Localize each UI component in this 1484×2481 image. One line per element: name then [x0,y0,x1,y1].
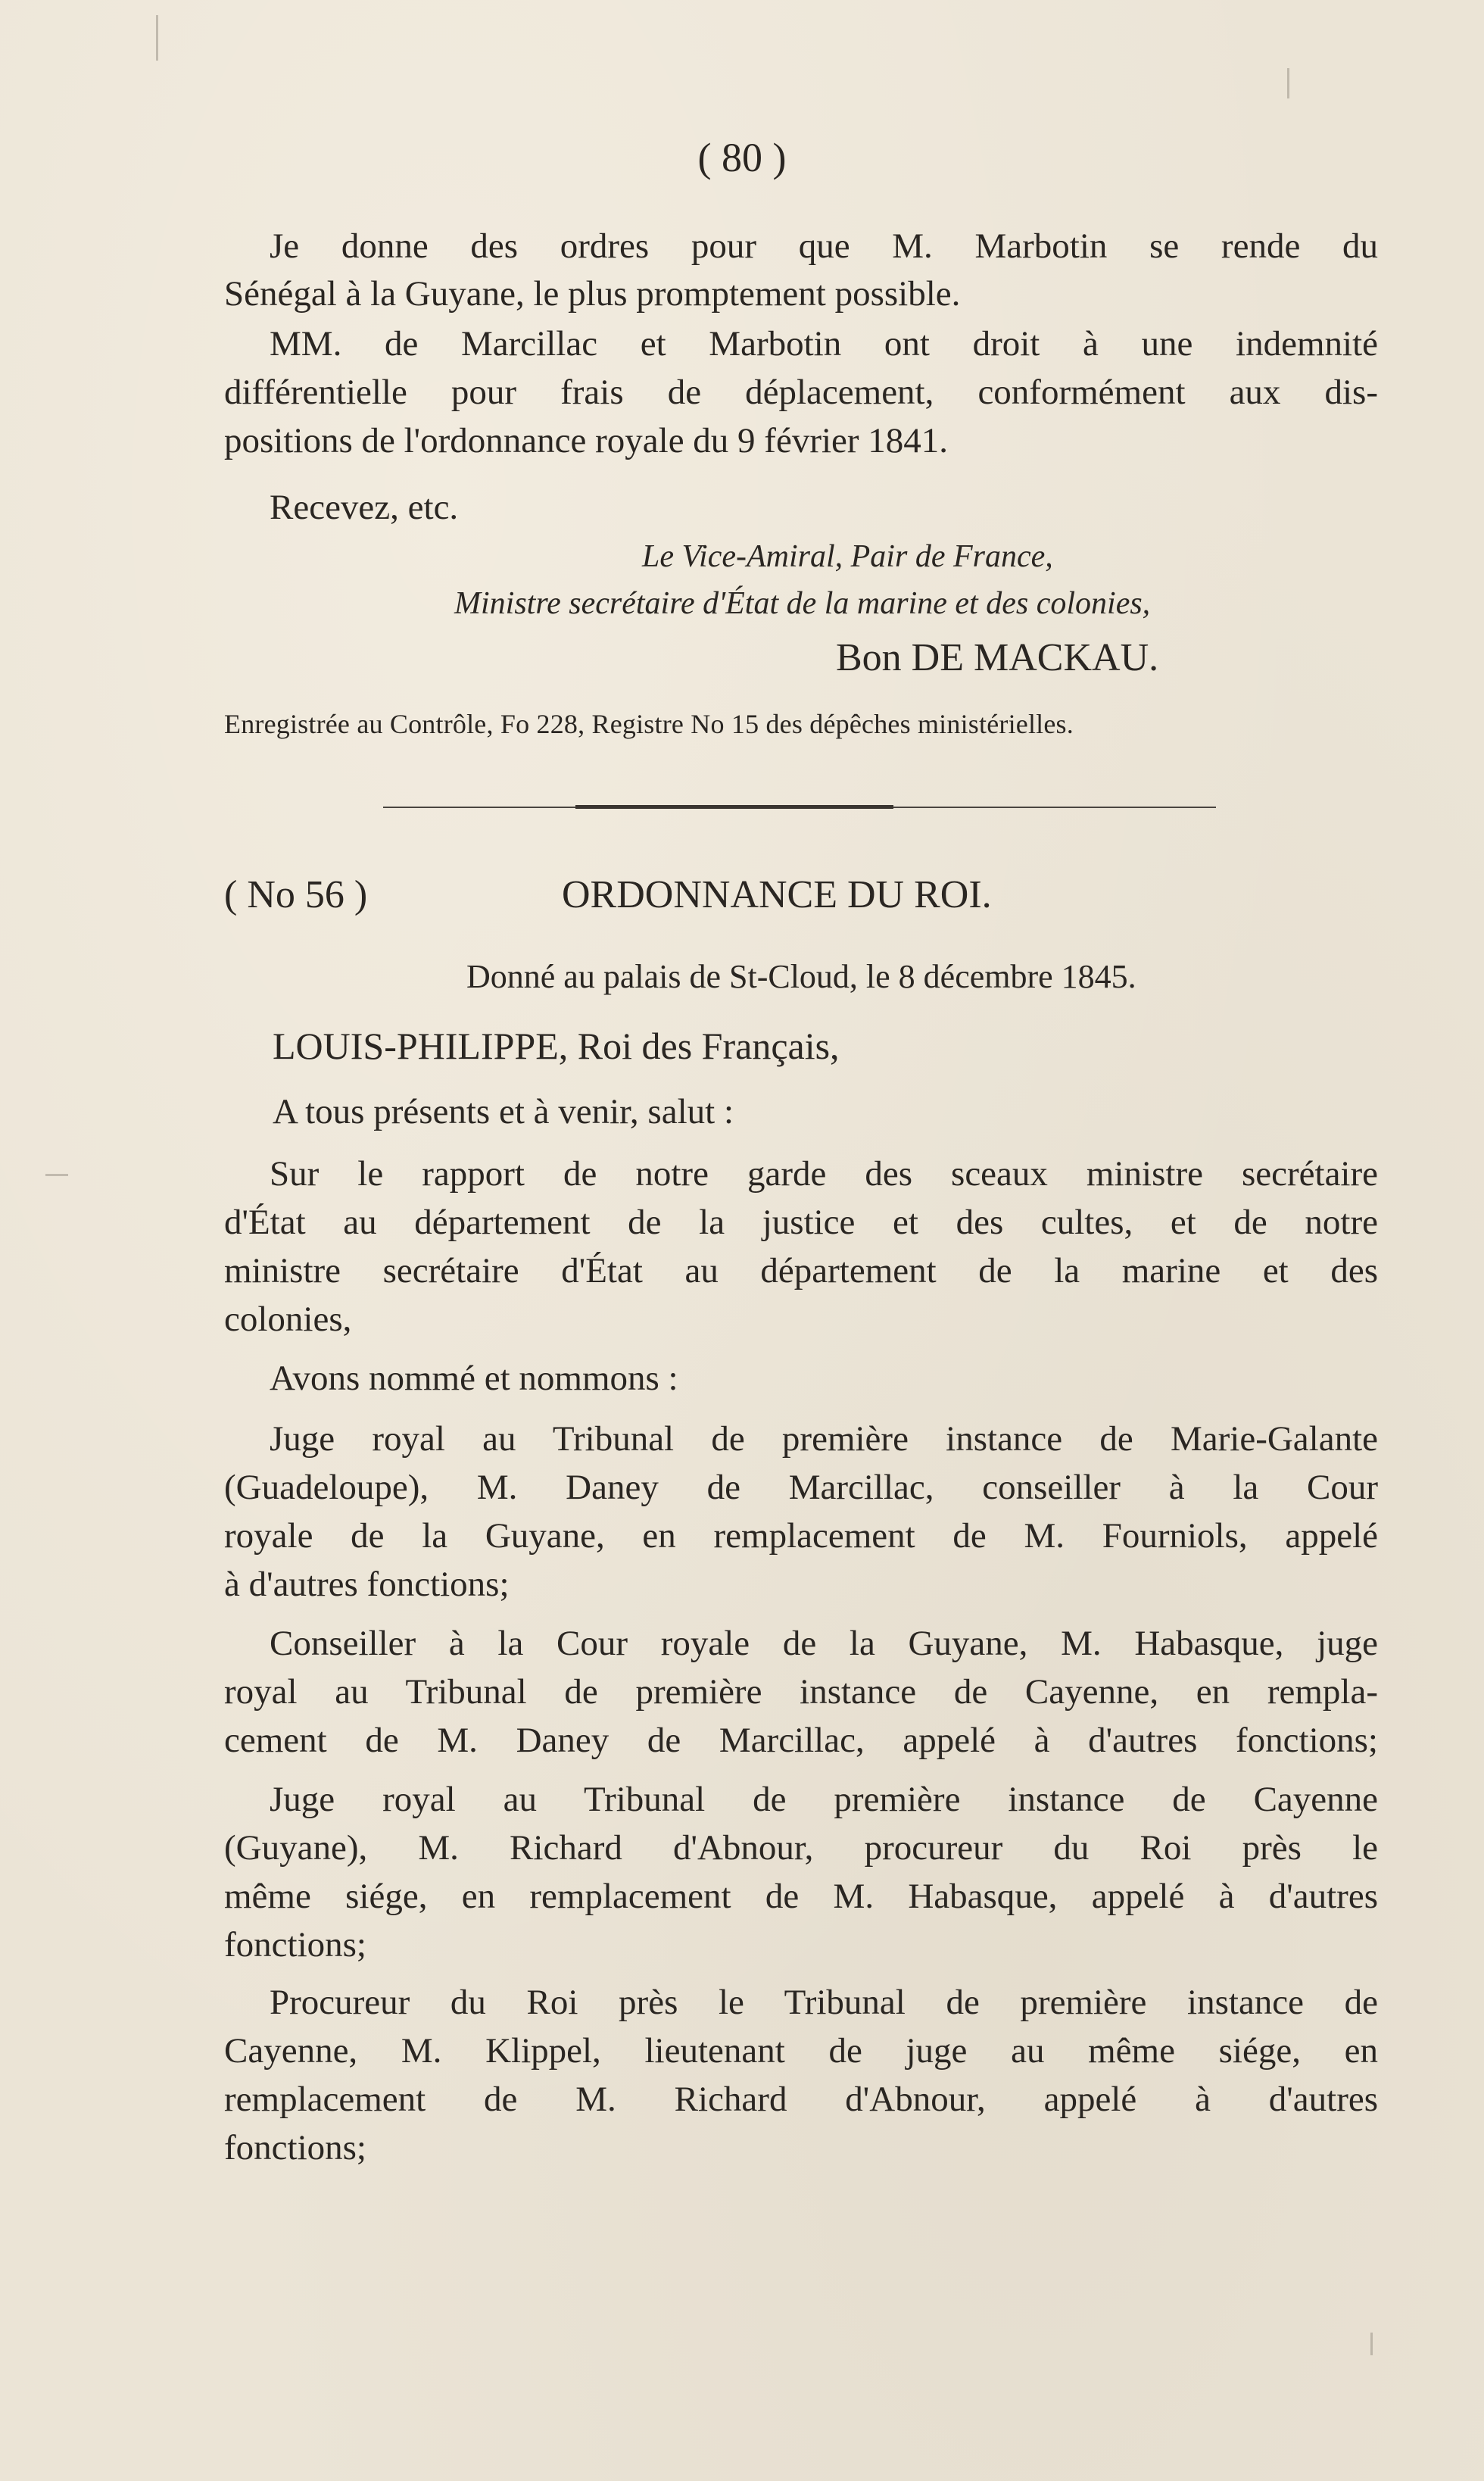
text-line: Juge royal au Tribunal de première instance de Cayenne [270,1780,1378,1819]
ordinance-date: Donné au palais de St-Cloud, le 8 décembre 1845. [466,958,1136,995]
text-line: cement de M. Daney de Marcillac, appelé à d'autres fonctions; [224,1721,1378,1760]
text-line: Je donne des ordres pour que M. Marbotin se rende du [270,226,1378,266]
paper-speck [1287,68,1289,98]
paper-speck [1370,2333,1373,2355]
text-line: Avons nommé et nommons : [270,1359,678,1398]
paper-speck [45,1174,68,1176]
text-line: fonctions; [224,1925,366,1965]
signature-title: Le Vice-Amiral, Pair de France, [642,539,1053,574]
text-line: MM. de Marcillac et Marbotin ont droit à une indemnité [270,324,1378,364]
text-line: (Guadeloupe), M. Daney de Marcillac, conseiller à la Cour [224,1468,1378,1507]
text-line: Juge royal au Tribunal de première instance de Marie-Galante [270,1419,1378,1459]
text-line: Cayenne, M. Klippel, lieutenant de juge au même siége, en [224,2031,1378,2071]
salutation: A tous présents et à venir, salut : [273,1092,734,1131]
text-line: fonctions; [224,2128,366,2167]
text-line: différentielle pour frais de déplacement, conformément aux dis- [224,373,1378,412]
text-line: positions de l'ordonnance royale du 9 février 1841. [224,421,949,460]
text-line: royal au Tribunal de première instance de Cayenne, en rempla- [224,1672,1378,1712]
text-line: (Guyane), M. Richard d'Abnour, procureur du Roi près le [224,1828,1378,1868]
king-title: LOUIS-PHILIPPE, Roi des Français, [273,1025,840,1067]
text-line: même siége, en remplacement de M. Habasque, appelé à d'autres [224,1877,1378,1916]
signature-office: Ministre secrétaire d'État de la marine et des colonies, [454,586,1151,621]
section-divider-ornament [575,805,893,809]
ordinance-title: ORDONNANCE DU ROI. [562,873,992,916]
text-line: à d'autres fonctions; [224,1565,510,1604]
text-line: ministre secrétaire d'État au département de la marine et des [224,1251,1378,1290]
text-line: colonies, [224,1300,352,1339]
ordinance-number: ( No 56 ) [224,873,368,916]
registration-note: Enregistrée au Contrôle, Fo 228, Registre No 15 des dépêches ministérielles. [224,709,1074,739]
text-line: Sur le rapport de notre garde des sceaux ministre secrétaire [270,1154,1378,1194]
closing-formula: Recevez, etc. [270,488,459,527]
text-line: Sénégal à la Guyane, le plus promptement possible. [224,274,961,314]
text-line: remplacement de M. Richard d'Abnour, appelé à d'autres [224,2080,1378,2119]
signature-name: Bon DE MACKAU. [836,636,1159,679]
text-line: Conseiller à la Cour royale de la Guyane, M. Habasque, juge [270,1624,1378,1663]
text-line: royale de la Guyane, en remplacement de M. Fourniols, appelé [224,1516,1378,1556]
page-number: ( 80 ) [697,135,787,180]
text-line: d'État au département de la justice et des cultes, et de notre [224,1203,1378,1242]
text-line: Procureur du Roi près le Tribunal de première instance de [270,1983,1378,2022]
paper-speck [156,15,158,61]
